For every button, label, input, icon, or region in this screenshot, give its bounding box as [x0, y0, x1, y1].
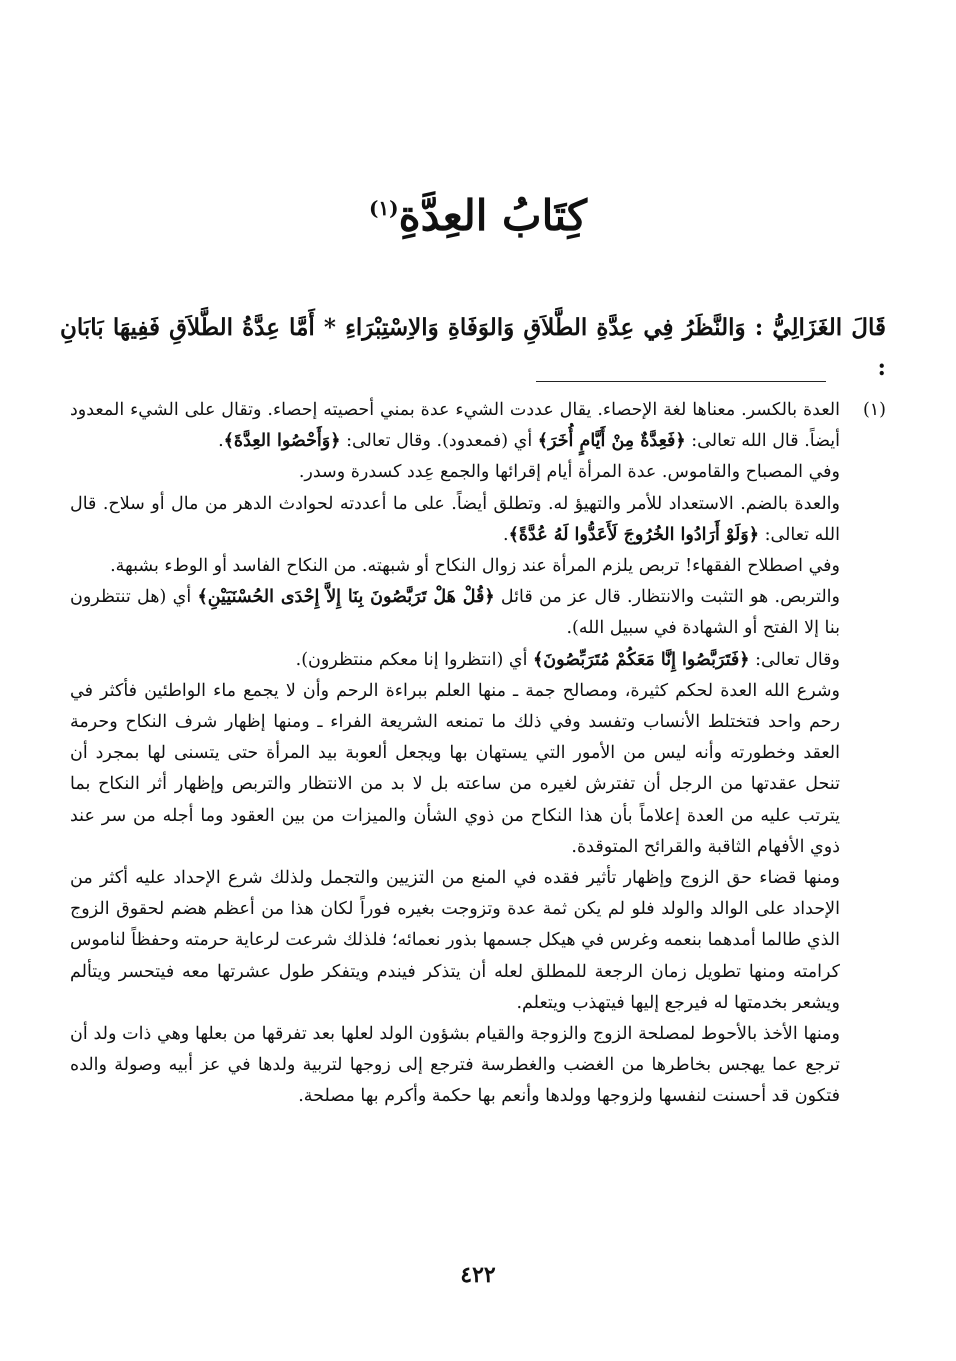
footnote-paragraph: ومنها قضاء حق الزوج وإظهار تأثير فقده في المنع من التزيين والتجمل ولذلك شرع الإحداد عليه أكثر من الإحداد على الوالد والولد فلو لم يكن ثمة عدة وتزوجت بغيره فوراً لكان هذا من أعظم هضم لحقوق الزوج الذي طالما أمدهما بنعمه وغرس في هيكل جسمها بذور نعمائه؛ فلذلك شرعت لرعاية حرمته وحفظاً لناموس كرامته ومنها تطويل زمان الرجعة للمطلق لعله أن يتذكر فيندم ويتفكر طول عشرتها معه فيتحسر ويتألم ويشعر بخدمتها له فيرجع إليها فيتهذب ويتعلم.: [70, 868, 840, 1013]
footnote-text: والعدة بالضم. الاستعداد للأمر والتهيؤ له. وتطلق أيضاً. على ما أعددته لحوادث الدهر من مال أو سلاح. قال الله تعالى:: [70, 493, 840, 545]
footnote-paragraph: [70, 645, 840, 676]
footnote-divider: [536, 381, 826, 382]
chapter-title: [0, 178, 956, 246]
footnote-paragraph: ومنها الأخذ بالأحوط لمصلحة الزوج والزوجة والقيام بشؤون الولد لعلها بعد تفرقها من بعلها وهي ذات ولد أن ترجع عما يهجس بخاطرها من الغضب والغطرسة فترجع إلى زوجها لتربية ولدها في عز أبيه وصولة والده فتكون قد أحسنت لنفسها ولزوجها وولدها وأنعم بها حكمة وأكرم بها مصلحة.: [70, 1024, 840, 1107]
page-number: ٤٢٢: [460, 1262, 496, 1288]
main-text-part-1: وَالنَّظَرُ فِي عِدَّةِ الطَّلاَقِ وَالوَفَاةِ وَالاِسْتِبْرَاءِ: [345, 314, 746, 341]
quran-quote: ﴿وَأَحْصُوا العِدَّةَ﴾: [223, 431, 341, 452]
footnote-text: وقال تعالى:: [755, 649, 840, 670]
footnote-paragraph: وفي المصباح والقاموس. عدة المرأة أيام إقرائها والجمع عِدد كسدرة وسدر.: [298, 462, 840, 483]
footnote-paragraph: [70, 489, 840, 551]
quran-quote: ﴿فَعِدَّةٌ مِنْ أَيَّامٍ أُخَرَ﴾: [537, 431, 686, 452]
footnote-text: أي (انتظروا إنا معكم منتظرون).: [295, 649, 528, 670]
footnote-number: (١): [862, 400, 886, 420]
star-separator: *: [323, 314, 336, 341]
footnote-paragraph: وفي اصطلاح الفقهاء! تربص يلزم المرأة عند زوال النكاح أو شبهته. من النكاح الفاسد أو الوطء بشبهة.: [110, 556, 840, 577]
title-footnote-ref: (١): [368, 196, 399, 220]
footnote-text: أي (فمعدود). وقال تعالى:: [346, 431, 533, 452]
footnote-paragraph: وشرع الله العدة لحكم كثيرة، ومصالح جمة ـ منها العلم ببراءة الرحم وأن لا يجمع ماء الواطئين فأكثر في رحم واحد فتختلط الأنساب وتفسد وفي ذلك ما تمنعه الشريعة الفراء ـ ومنها إظهار شرف النكاح وحرمة العقد وخطورته وأنه ليس من الأمور التي يستهان بها ويجعل ألعوبة بيد المرأة حتى يتسنى لها بمجرد أن تنحل عقدتها من الرجل أن تفترش لغيره من ساعته بل لا بد من الانتظار والتربص وإظهار أثر النكاح بما يترتب عليه من العدة إعلاماً بأن هذا النكاح من ذوي الشأن والميزات من بين العقود وما أجله من سر عند ذوي الأفهام الثاقبة والقرائح المتوقدة.: [70, 680, 840, 857]
footnote-paragraph: [70, 582, 840, 644]
quran-quote: ﴿وَلَوْ أَرَادُوا الخُرُوجَ لَأَعَدُّوا لَهُ عُدَّةً﴾: [508, 524, 760, 545]
footnote: [70, 395, 886, 1113]
footnote-text: .: [503, 524, 509, 545]
main-text-part-2: أَمَّا عِدَّةُ الطَّلاَقِ فَفِيهَا بَابَانِ :: [60, 314, 886, 381]
footnote-text: والتربص. هو التثبت والانتظار. قال عز من قائل: [500, 587, 840, 608]
chapter-title-text: كِتَابُ العِدَّةِ: [398, 191, 588, 240]
footnote-body: [70, 395, 840, 1113]
main-text: [60, 308, 886, 388]
author-attribution: قَالَ الغَزَالِيُّ :: [754, 314, 886, 341]
quran-quote: ﴿فَتَرَبَّصُوا إِنَّا مَعَكُمْ مُتَرَبِّصُونَ﴾: [533, 649, 750, 670]
footnote-text: العدة بالكسر. معناها لغة الإحصاء. يقال عددت الشيء عدة بمني أحصيته إحصاء. وتقال على الشيء المعدود أيضاً. قال الله تعالى:: [70, 400, 840, 452]
footnote-text: أي (هل تنتظرون بنا إلا الفتح أو الشهادة في سبيل الله).: [70, 587, 840, 639]
footnote-text: .: [218, 431, 224, 452]
quran-quote: ﴿قُلْ هَلْ تَرَبَّصُونَ بِنَا إِلاَّ إِحْدَى الحُسْنَيَيْنِ﴾: [197, 587, 495, 608]
footnote-paragraph: [70, 395, 840, 457]
